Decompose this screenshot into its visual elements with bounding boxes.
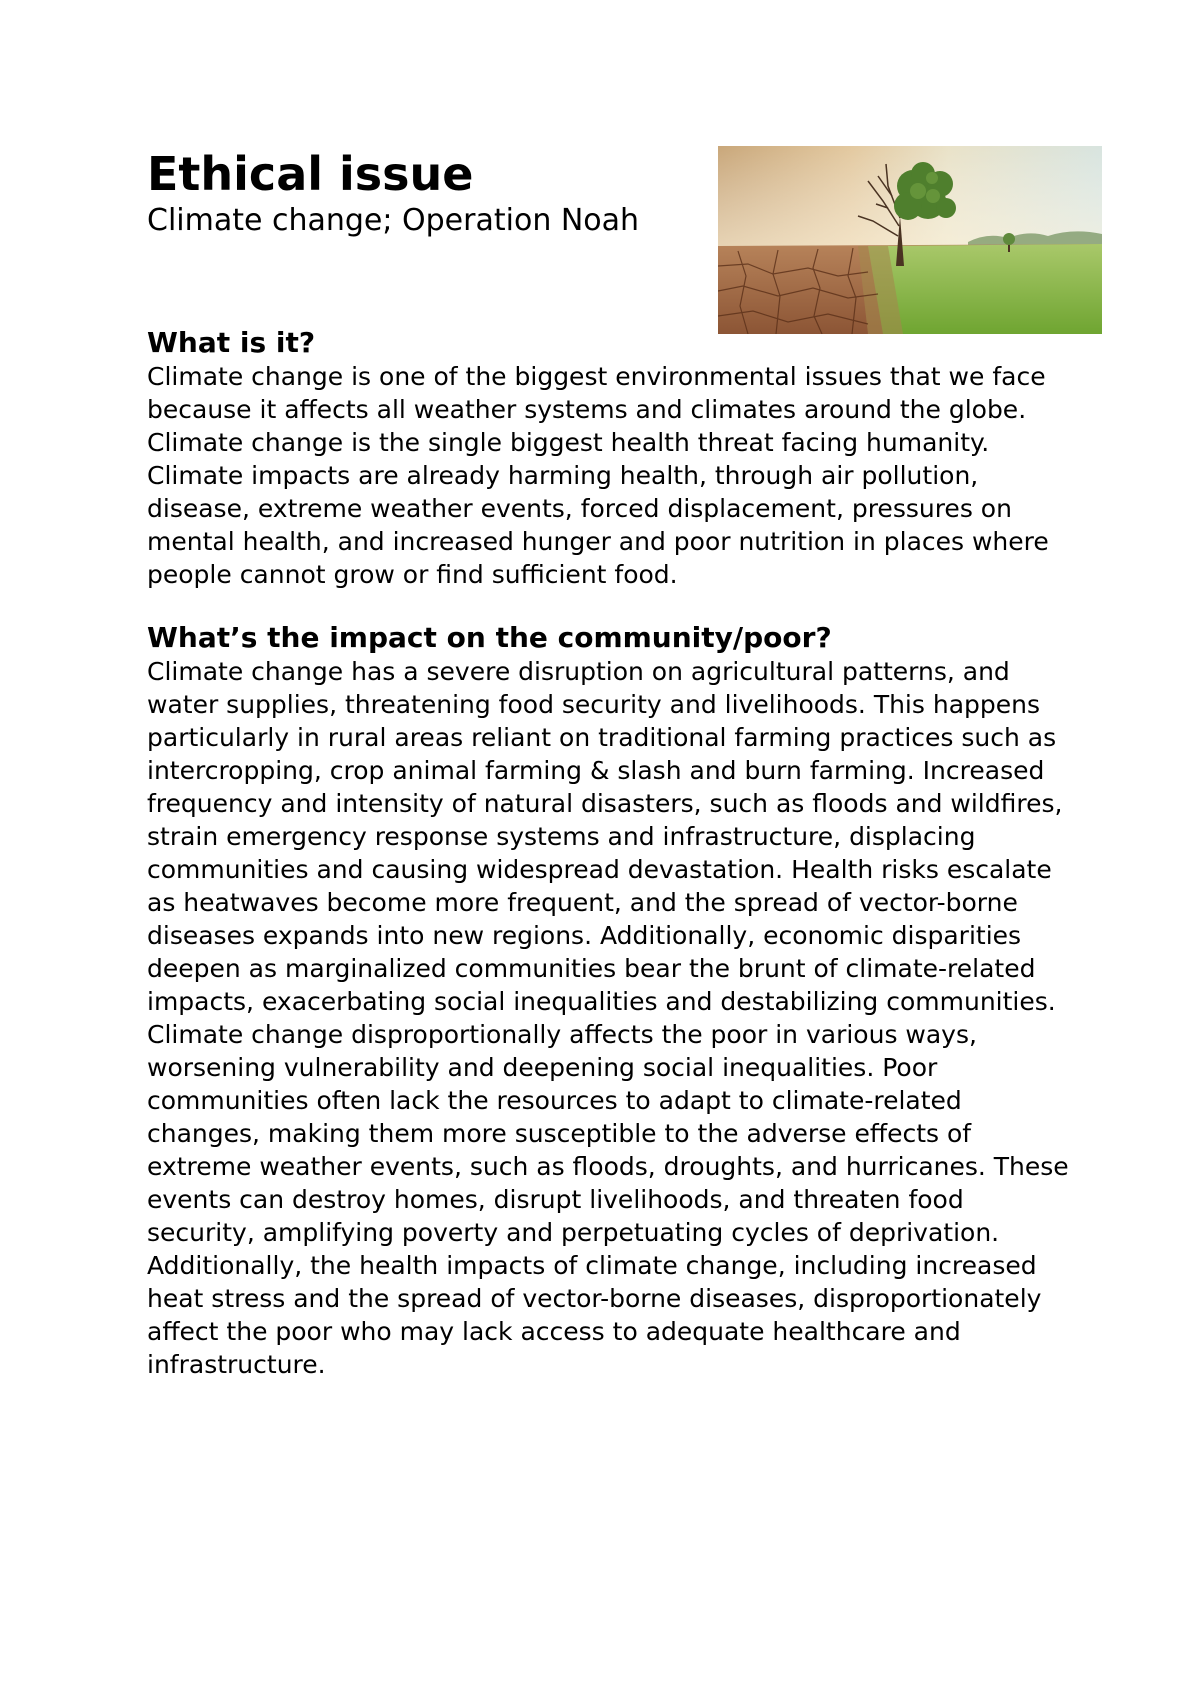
- drought-vs-green-field-tree-image: [718, 146, 1102, 334]
- document-body: [147, 326, 1077, 1381]
- section-body-what-is-it: Climate change is one of the biggest environmental issues that we face because it affects all weather systems and climates around the globe. Climate change is the single biggest health threat facing humanity. Climate impacts are already harming health, through air pollution, disease, extreme weather events, forced displacement, pressures on mental health, and increased hunger and poor nutrition in places where people cannot grow or find sufficient food.: [147, 362, 1049, 589]
- section-spacer: [147, 591, 1077, 621]
- section-body-impact: Climate change has a severe disruption on agricultural patterns, and water supplies, threatening food security and livelihoods. This happens particularly in rural areas reliant on traditional farming practices such as intercropping, crop animal farming & slash and burn farming. Increased frequency and intensity of natural disasters, such as floods and wildfires, strain emergency response systems and infrastructure, displacing communities and causing widespread devastation. Health risks escalate as heatwaves become more frequent, and the spread of vector-borne diseases expands into new regions. Additionally, economic disparities deepen as marginalized communities bear the brunt of climate-related impacts, exacerbating social inequalities and destabilizing communities. Climate change disproportionally affects the poor in various ways, worsening vulnerability and deepening social inequalities. Poor communities often lack the resources to adapt to climate-related changes, making them more susceptible to the adverse effects of extreme weather events, such as floods, droughts, and hurricanes. These events can destroy homes, disrupt livelihoods, and threaten food security, amplifying poverty and perpetuating cycles of deprivation. Additionally, the health impacts of climate change, including increased heat stress and the spread of vector-borne diseases, disproportionately affect the poor who may lack access to adequate healthcare and infrastructure.: [147, 657, 1069, 1379]
- section-heading-impact: What’s the impact on the community/poor?: [147, 621, 832, 654]
- document-subtitle: Climate change; Operation Noah: [147, 203, 640, 238]
- document-title: Ethical issue: [147, 147, 474, 201]
- section-heading-what-is-it: What is it?: [147, 326, 316, 359]
